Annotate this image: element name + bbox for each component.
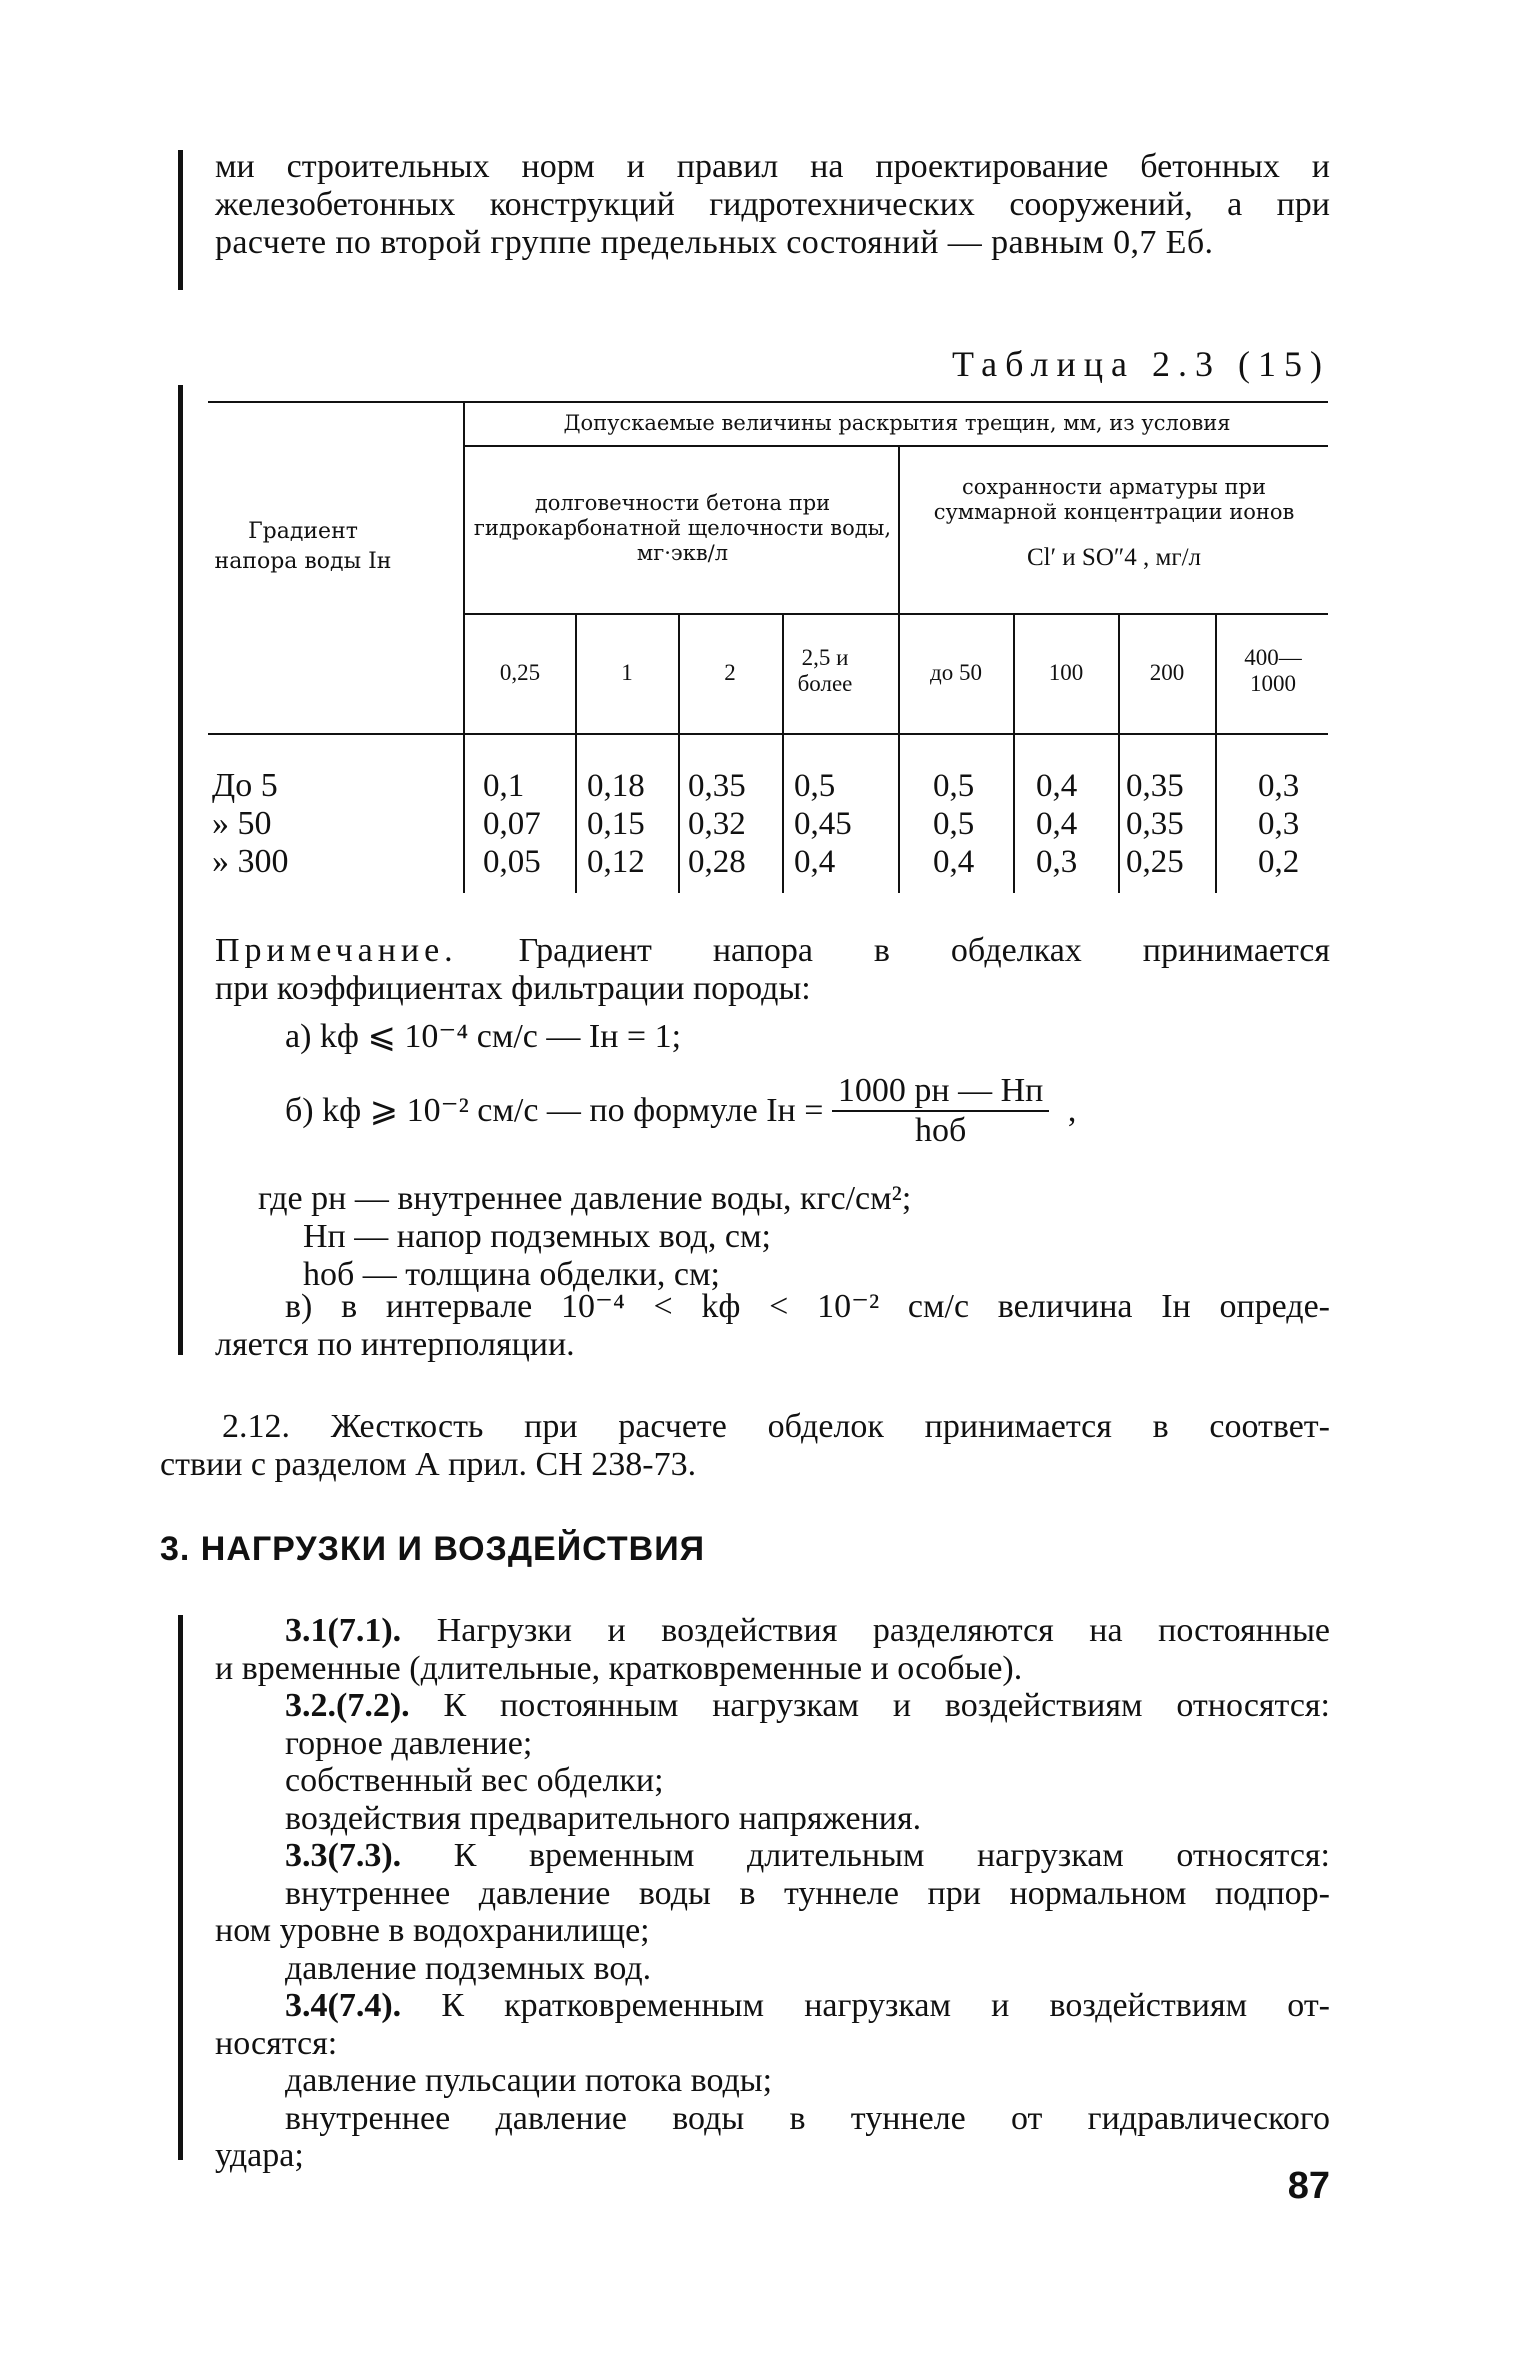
data-table xyxy=(208,395,1328,905)
body-line xyxy=(215,1650,1330,1688)
table-cell: 0,05 xyxy=(483,844,541,880)
table-cell: 0,28 xyxy=(688,844,746,880)
table-vrule-col xyxy=(1215,613,1217,735)
clause-number: 3.2.(7.2). xyxy=(285,1687,410,1724)
body-text: удара; xyxy=(215,2137,304,2174)
body-text: К временным длительным нагрузкам относятся: xyxy=(401,1837,1330,1874)
formula-prefix: б) kф ⩾ 10⁻² см/с — по формуле Iн = xyxy=(285,1092,824,1129)
body-text: воздействия предварительного напряжения. xyxy=(285,1799,922,1837)
intro-line: железобетонных конструкций гидротехнических сооружений, а при xyxy=(215,186,1330,223)
body-line xyxy=(215,2100,1330,2138)
note-item-a: а) kф ⩽ 10⁻⁴ см/с — Iн = 1; xyxy=(285,1018,682,1055)
column-header: 1 xyxy=(621,660,633,685)
group2-header-line1: сохранности арматуры при суммарной концентрации ионов xyxy=(933,475,1295,524)
body-line xyxy=(215,2025,1330,2063)
body-line xyxy=(215,1875,1330,1913)
page-number: 87 xyxy=(1287,2165,1330,2207)
body-text: давление пульсации потока воды; xyxy=(285,2062,773,2099)
body-text: собственный вес обделки; xyxy=(285,1762,664,1799)
table-cell: 0,25 xyxy=(1126,844,1184,880)
formula-suffix: , xyxy=(1067,1092,1077,1129)
table-note xyxy=(215,932,1330,1008)
formula-denominator: hоб xyxy=(914,1112,967,1149)
section-heading: 3. НАГРУЗКИ И ВОЗДЕЙСТВИЯ xyxy=(160,1530,706,1568)
body-line xyxy=(215,1800,1330,1838)
table-rule-header-bottom xyxy=(208,733,1328,735)
definition-line: hоб — толщина обделки, см; xyxy=(303,1256,720,1293)
table-cell: 0,18 xyxy=(587,768,645,804)
table-cell: 0,5 xyxy=(933,806,975,842)
intro-line: ми строительных норм и правил на проектирование бетонных и xyxy=(215,148,1330,185)
body-line xyxy=(215,2062,1330,2100)
table-cell: 0,15 xyxy=(587,806,645,842)
table-cell: 0,07 xyxy=(483,806,541,842)
table-cell: 0,32 xyxy=(688,806,746,842)
table-cell: 0,12 xyxy=(587,844,645,880)
formula-fraction xyxy=(832,1072,1049,1150)
table-cell: 0,35 xyxy=(688,768,746,804)
table-cell: 0,4 xyxy=(1036,768,1078,804)
table-vrule-groups xyxy=(898,445,900,735)
row-label: » 50 xyxy=(212,805,272,842)
table-vrule-body xyxy=(1118,733,1120,893)
note-definitions xyxy=(258,1180,911,1294)
table-cell: 0,5 xyxy=(933,768,975,804)
group1-header: долговечности бетона при гидрокарбонатной щелочности воды, мг·экв/л xyxy=(473,491,892,565)
section-body xyxy=(215,1612,1330,2175)
table-vrule-body xyxy=(575,733,577,893)
body-line xyxy=(215,1612,1330,1650)
body-text: носятся: xyxy=(215,2024,338,2062)
clause-number: 3.1(7.1). xyxy=(285,1612,402,1649)
table-vrule-rowheader xyxy=(463,401,465,735)
table-cell: 0,5 xyxy=(794,768,836,804)
body-line xyxy=(215,2137,1330,2175)
table-vrule-body xyxy=(782,733,784,893)
body-line xyxy=(215,1687,1330,1725)
note-line-2: при коэффициентах фильтрации породы: xyxy=(215,970,811,1007)
body-line xyxy=(215,1762,1330,1800)
definition-line: Hп — напор подземных вод, см; xyxy=(303,1218,771,1255)
paragraph-2-12-line2: ствии с разделом А прил. СН 238-73. xyxy=(160,1446,697,1483)
table-cell: 0,3 xyxy=(1258,806,1300,842)
intro-line: расчете по второй группе предельных состояний — равным 0,7 Eб. xyxy=(215,224,1214,261)
note-item-b xyxy=(285,1072,1076,1150)
top-header: Допускаемые величины раскрытия трещин, мм, из условия xyxy=(563,411,1231,435)
formula-numerator: 1000 pн — Hп xyxy=(832,1072,1049,1112)
table-cell: 0,2 xyxy=(1258,844,1300,880)
table-cell: 0,35 xyxy=(1126,806,1184,842)
group2-header-line2: Cl′ и SO″4 , мг/л xyxy=(1026,544,1202,571)
body-line xyxy=(215,1725,1330,1763)
body-text: К кратковременным нагрузкам и воздействиям от- xyxy=(401,1987,1330,2024)
body-line xyxy=(215,1950,1330,1988)
body-text: и временные (длительные, кратковременные и особые). xyxy=(215,1649,1023,1687)
table-rule-under-group-headers xyxy=(463,613,1328,615)
table-vrule-body xyxy=(463,733,465,893)
column-header: 0,25 xyxy=(499,660,541,685)
clause-number: 3.4(7.4). xyxy=(285,1987,402,2024)
paragraph-2-12 xyxy=(160,1408,1330,1484)
table-vrule-col xyxy=(782,613,784,735)
table-vrule-body xyxy=(898,733,900,893)
table-vrule-body xyxy=(1215,733,1217,893)
body-text: внутреннее давление воды в туннеле от гидравлического xyxy=(285,2099,1330,2137)
table-cell: 0,4 xyxy=(1036,806,1078,842)
note-title: Примечание. xyxy=(215,932,458,969)
column-header: 2 xyxy=(724,660,736,685)
table-vrule-body xyxy=(1013,733,1015,893)
note-item-c xyxy=(215,1288,1330,1364)
body-text: давление подземных вод. xyxy=(285,1949,652,1987)
note-item-c-line1: в) в интервале 10⁻⁴ < kф < 10⁻² см/с величина Iн опреде- xyxy=(285,1288,1330,1325)
column-header: 2,5 и более xyxy=(797,645,853,696)
table-caption: Таблица 2.3 (15) xyxy=(952,344,1330,384)
note-text: Градиент напора в обделках принимается xyxy=(518,932,1331,969)
body-text: Нагрузки и воздействия разделяются на постоянные xyxy=(401,1612,1330,1649)
column-header: до 50 xyxy=(930,660,982,685)
table-rule-top xyxy=(208,401,1328,403)
intro-paragraph xyxy=(215,148,1330,262)
margin-bar-bottom xyxy=(178,1615,183,2160)
body-line xyxy=(215,1912,1330,1950)
body-text: ном уровне в водохранилище; xyxy=(215,1912,650,1949)
table-vrule-body xyxy=(678,733,680,893)
row-label: » 300 xyxy=(212,843,289,880)
note-line-1 xyxy=(215,932,1330,970)
margin-bar-top xyxy=(178,150,183,290)
body-line xyxy=(215,1987,1330,2025)
paragraph-2-12-line1: 2.12. Жесткость при расчете обделок принимается в соответ- xyxy=(222,1408,1330,1445)
table-cell: 0,3 xyxy=(1036,844,1078,880)
body-line xyxy=(215,1837,1330,1875)
clause-number: 3.3(7.3). xyxy=(285,1837,402,1874)
body-text: К постоянным нагрузкам и воздействиям относятся: xyxy=(409,1687,1330,1724)
margin-bar-middle xyxy=(178,385,183,1355)
table-cell: 0,4 xyxy=(933,844,975,880)
column-header: 400—1000 xyxy=(1244,645,1302,696)
row-label: До 5 xyxy=(212,767,278,804)
body-text: горное давление; xyxy=(285,1724,533,1762)
table-cell: 0,4 xyxy=(794,844,836,880)
note-item-c-line2: ляется по интерполяции. xyxy=(215,1326,575,1363)
table-cell: 0,1 xyxy=(483,768,525,804)
table-cell: 0,45 xyxy=(794,806,852,842)
column-header: 100 xyxy=(1048,660,1084,685)
body-text: внутреннее давление воды в туннеле при нормальном подпор- xyxy=(285,1874,1330,1912)
table-cell: 0,35 xyxy=(1126,768,1184,804)
table-rule-under-top-header xyxy=(463,445,1328,447)
row-header: Градиент напора воды Iн xyxy=(214,519,392,574)
column-header: 200 xyxy=(1149,660,1185,685)
definition-line: где pн — внутреннее давление воды, кгс/см²; xyxy=(258,1180,912,1217)
table-cell: 0,3 xyxy=(1258,768,1300,804)
